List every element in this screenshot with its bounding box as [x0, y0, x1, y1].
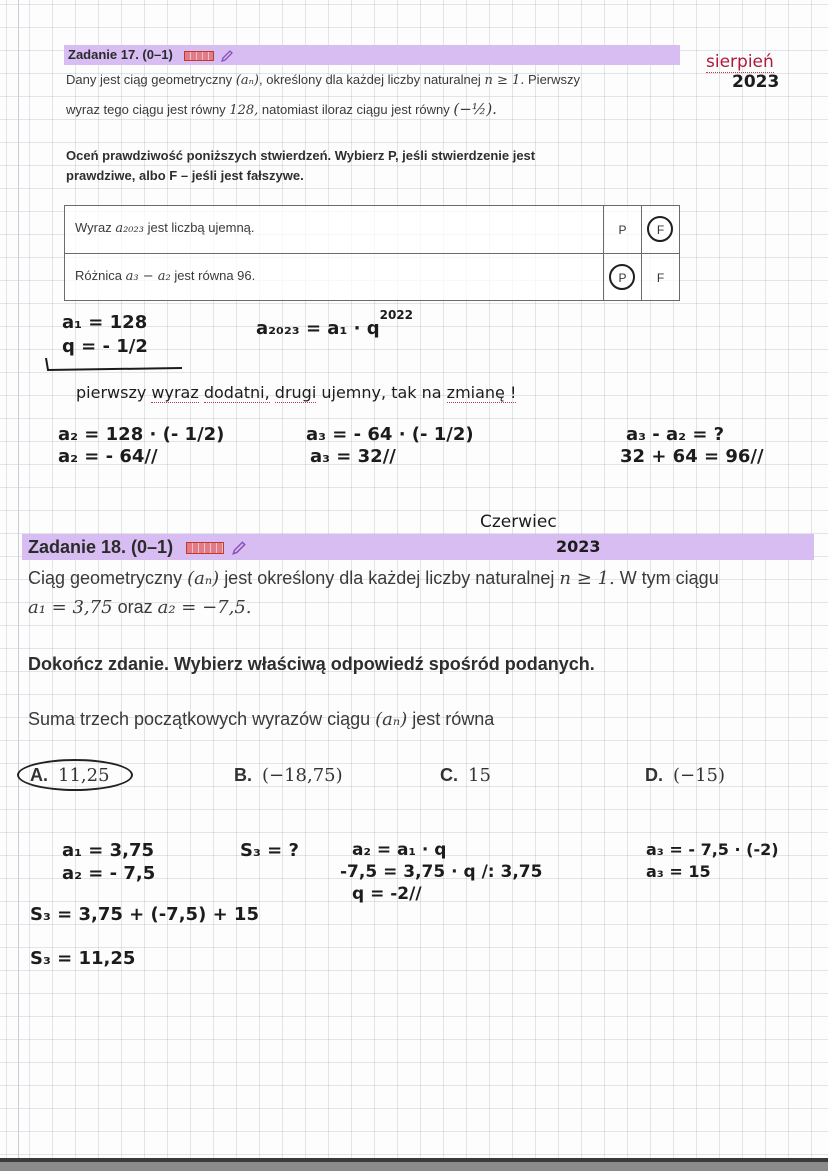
comment-word: wyraz	[151, 383, 199, 402]
work-formula	[256, 308, 413, 339]
option-f-label: F	[656, 222, 665, 237]
option-letter: C.	[440, 765, 458, 785]
intro-text: wyraz tego ciągu jest równy	[66, 102, 226, 117]
option-letter: A.	[30, 765, 48, 785]
comment-word: ujemny,	[321, 383, 387, 402]
option-f-label: F	[656, 270, 665, 285]
comment-word: pierwszy	[76, 383, 147, 402]
work-a2-line2: a₂ = - 64//	[58, 446, 158, 467]
formula-text: a₂₀₂₃ = a₁ · q	[256, 318, 380, 339]
answer-option-b[interactable]	[234, 765, 343, 786]
work-a3-line2: a₃ = 32//	[310, 446, 396, 467]
sequence-symbol: (aₙ)	[375, 709, 408, 730]
work-a3-line2: a₃ = 15	[646, 862, 711, 881]
work-s3-line1: S₃ = 3,75 + (-7,5) + 15	[30, 904, 259, 925]
option-p-label: P	[618, 270, 627, 285]
work-a3-line1: a₃ = - 7,5 · (-2)	[646, 840, 779, 859]
task17-instruction-line2: prawdziwe, albo F – jeśli jest fałszywe.	[66, 168, 304, 183]
work-a1: a₁ = 128	[62, 312, 148, 333]
statement-math: a₃ − a₂	[125, 269, 171, 284]
date-note-month: Czerwiec	[480, 512, 557, 532]
statement-prefix: Różnica	[75, 268, 122, 283]
a1-value: a₁ = 3,75	[28, 597, 113, 618]
statement-table	[64, 205, 680, 301]
first-term-value: 128,	[229, 103, 259, 118]
statement-text	[75, 220, 255, 236]
intro-text: , określony dla każdej liczby naturalnej	[258, 72, 481, 87]
work-comment	[76, 383, 516, 402]
work-diff-line1: a₃ - a₂ = ?	[626, 424, 725, 445]
answer-circle-mark	[609, 264, 635, 290]
intro-text: Ciąg geometryczny	[28, 568, 183, 588]
task18-instruction: Dokończ zdanie. Wybierz właściwą odpowiedź spośród podanych.	[28, 654, 595, 674]
intro-text: W tym ciągu	[619, 568, 719, 588]
conjunction: oraz	[117, 597, 153, 617]
intro-text: jest określony dla każdej liczby naturalnej	[224, 568, 555, 588]
option-letter: B.	[234, 765, 252, 785]
option-value: 11,25	[58, 765, 110, 786]
task18-intro-line1	[28, 568, 719, 589]
intro-text: Pierwszy	[528, 72, 581, 87]
work-q-line1: a₂ = a₁ · q	[352, 840, 447, 860]
ratio-value: (−½).	[453, 100, 497, 118]
task17-title-text: Zadanie 17. (0–1)	[68, 47, 173, 62]
answer-option-c[interactable]	[440, 765, 491, 786]
option-f-cell[interactable]	[641, 206, 679, 253]
date-note-month	[706, 52, 774, 72]
a2-value: a₂ = −7,5.	[157, 597, 252, 618]
statement-prefix: Wyraz	[75, 220, 112, 235]
date-month: sierpień	[706, 52, 774, 72]
pencil-icon	[220, 49, 234, 63]
work-a1: a₁ = 3,75	[62, 840, 155, 861]
option-p-cell[interactable]	[603, 254, 641, 301]
task18-title-text: Zadanie 18. (0–1)	[28, 537, 174, 557]
question-text: jest równa	[412, 709, 495, 729]
work-diff-line2: 32 + 64 = 96//	[620, 446, 764, 467]
condition: n ≥ 1.	[484, 73, 525, 88]
statement-row	[65, 206, 679, 253]
answer-circle-mark	[647, 216, 673, 242]
comment-word: drugi	[274, 383, 317, 402]
task18-intro-line2	[28, 597, 252, 618]
answer-circle-mark	[17, 759, 133, 791]
statement-row	[65, 253, 679, 300]
date-note-year: 2023	[556, 537, 601, 556]
question-text: Suma trzech początkowych wyrazów ciągu	[28, 709, 371, 729]
task17-title	[68, 47, 234, 63]
condition: n ≥ 1.	[559, 568, 615, 589]
option-p-cell[interactable]	[603, 206, 641, 253]
option-value: 15	[468, 765, 491, 786]
task17-intro-line2	[66, 100, 497, 118]
comment-word: na	[421, 383, 442, 402]
task17-instruction-line1: Oceń prawdziwość poniższych stwierdzeń. Wybierz P, jeśli stwierdzenie jest	[66, 148, 536, 163]
sequence-symbol: (aₙ)	[187, 568, 220, 589]
statement-suffix: jest równa 96.	[174, 268, 256, 283]
intro-text: Dany jest ciąg geometryczny	[66, 72, 233, 87]
scan-bottom-edge	[0, 1158, 828, 1171]
task18-title	[28, 537, 247, 558]
work-q-line2: -7,5 = 3,75 · q /: 3,75	[340, 862, 543, 882]
sequence-symbol: (aₙ)	[235, 73, 259, 88]
work-q: q = - 1/2	[62, 336, 148, 357]
pencil-icon	[231, 540, 247, 556]
option-value: (−18,75)	[262, 765, 343, 786]
difficulty-scale-icon	[184, 51, 214, 61]
date-note-year: 2023	[732, 72, 780, 92]
statement-text	[75, 268, 255, 284]
work-s3-question: S₃ = ?	[240, 840, 299, 861]
comment-word: tak	[391, 383, 417, 402]
difficulty-scale-icon	[186, 542, 224, 554]
margin-line	[18, 0, 19, 1171]
statement-math: a₂₀₂₃	[115, 221, 144, 236]
task17-intro-line1	[66, 72, 580, 88]
option-letter: D.	[645, 765, 663, 785]
comment-word: dodatni,	[203, 383, 270, 402]
work-a3-line1: a₃ = - 64 · (- 1/2)	[306, 424, 474, 445]
work-a2-line1: a₂ = 128 · (- 1/2)	[58, 424, 225, 445]
task18-question	[28, 709, 494, 730]
option-value: (−15)	[673, 765, 726, 786]
formula-exponent: 2022	[379, 308, 413, 322]
work-q-line3: q = -2//	[352, 884, 422, 904]
bracket-stroke	[42, 356, 192, 378]
work-a2: a₂ = - 7,5	[62, 863, 156, 884]
answer-option-d[interactable]	[645, 765, 725, 786]
statement-suffix: jest liczbą ujemną.	[147, 220, 255, 235]
intro-text: natomiast iloraz ciągu jest równy	[261, 102, 450, 117]
option-f-cell[interactable]	[641, 254, 679, 301]
option-p-label: P	[618, 222, 627, 237]
comment-word: zmianę !	[446, 383, 517, 402]
work-s3-line2: S₃ = 11,25	[30, 948, 136, 969]
